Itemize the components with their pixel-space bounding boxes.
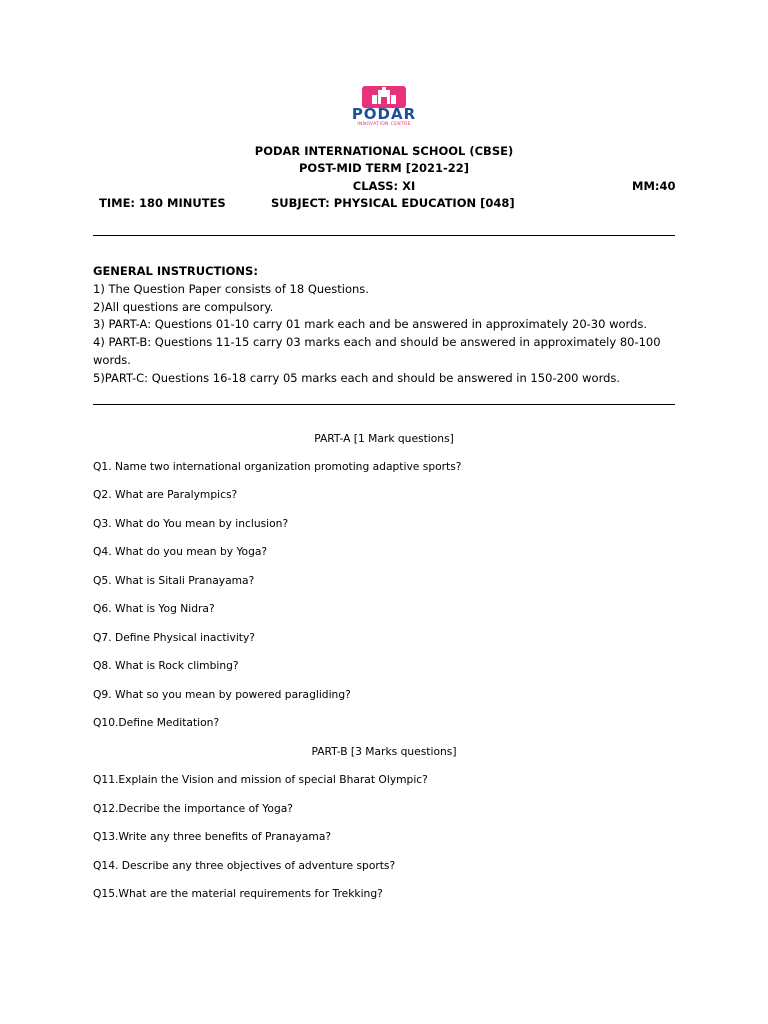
class-label: CLASS: XI <box>352 179 416 193</box>
instruction-line: 5)PART-C: Questions 16-18 carry 05 marks each and should be answered in 150-200 words. <box>93 370 621 385</box>
question-item: Q9. What so you mean by powered paragliding? <box>93 688 351 701</box>
part-a-heading: PART-A [1 Mark questions] <box>314 432 454 445</box>
question-item: Q10.Define Meditation? <box>93 716 220 729</box>
instruction-line: 2)All questions are compulsory. <box>93 299 274 314</box>
logo-wordmark: PODAR <box>351 105 417 123</box>
question-item: Q3. What do You mean by inclusion? <box>93 517 289 530</box>
instructions-title: GENERAL INSTRUCTIONS: <box>93 264 258 278</box>
question-item: Q7. Define Physical inactivity? <box>93 631 255 644</box>
question-item: Q11.Explain the Vision and mission of special Bharat Olympic? <box>93 773 428 786</box>
part-b-heading: PART-B [3 Marks questions] <box>311 745 457 758</box>
question-item: Q5. What is Sitali Pranayama? <box>93 574 255 587</box>
instructions-divider <box>93 404 675 405</box>
header-divider <box>93 235 675 236</box>
podar-logo <box>340 86 428 130</box>
question-item: Q13.Write any three benefits of Pranayama? <box>93 830 332 843</box>
question-item: Q2. What are Paralympics? <box>93 488 238 501</box>
question-item: Q4. What do you mean by Yoga? <box>93 545 268 558</box>
general-instructions <box>93 263 678 388</box>
instruction-line: 1) The Question Paper consists of 18 Questions. <box>93 281 369 296</box>
school-name: PODAR INTERNATIONAL SCHOOL (CBSE) <box>254 144 514 158</box>
max-marks: MM:40 <box>632 179 676 193</box>
subject-label: SUBJECT: PHYSICAL EDUCATION [048] <box>271 196 515 210</box>
question-item: Q15.What are the material requirements for Trekking? <box>93 887 383 900</box>
logo-subtitle: INNOVATION CENTRE <box>357 122 411 127</box>
instruction-line: 4) PART-B: Questions 11-15 carry 03 marks each and should be answered in approximately 80-100 words. <box>93 335 661 367</box>
exam-time: TIME: 180 MINUTES <box>99 196 226 210</box>
question-item: Q8. What is Rock climbing? <box>93 659 239 672</box>
question-item: Q6. What is Yog Nidra? <box>93 602 215 615</box>
question-item: Q1. Name two international organization promoting adaptive sports? <box>93 460 462 473</box>
instruction-line: 3) PART-A: Questions 01-10 carry 01 mark each and be answered in approximately 20-30 words. <box>93 317 648 332</box>
question-item: Q12.Decribe the importance of Yoga? <box>93 802 293 815</box>
exam-term: POST-MID TERM [2021-22] <box>299 161 469 175</box>
question-item: Q14. Describe any three objectives of adventure sports? <box>93 859 396 872</box>
